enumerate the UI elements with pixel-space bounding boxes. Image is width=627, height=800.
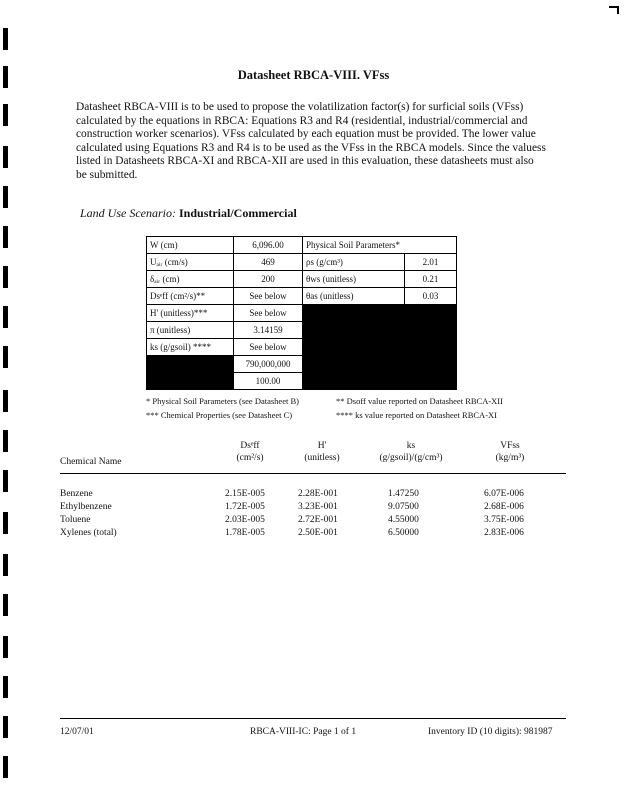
param-label: δₐᵢᵣ (cm) (147, 271, 234, 288)
redacted-label (147, 356, 234, 373)
param-value: 790,000,000 (234, 356, 303, 373)
param-row (147, 305, 457, 322)
intro-paragraph: Datasheet RBCA-VIII is to be used to propose the volatilization factor(s) for surficial soils (VFss) calculated by the equations in RBCA: Equations R3 and R4 (residential, industrial/commercial and construction worker scenarios). VFss calculated by each equation must be provided. The lower value calculated using Equations R3 and R4 is to be used as the VFss in the RBCA models. Since the valuess listed in Datasheets RBCA-XI and RBCA-XII are used in this evaluation, these datasheets must also be submitted. (76, 101, 546, 181)
col-header-dseff: Dsᵉff (cm²/s) (236, 441, 264, 463)
table-row: Ethylbenzene 1.72E-005 3.23E-001 9.07500 2.68E-006 (60, 502, 524, 512)
col-header-ks: ks (g/gsoil)/(g/cm³) (379, 441, 443, 463)
land-use-scenario (80, 206, 297, 221)
table-row: Benzene 2.15E-005 2.28E-001 1.47250 6.07E-006 (60, 489, 524, 499)
param-value: 200 (234, 271, 303, 288)
col-header-h: H' (unitless) (304, 441, 340, 463)
scenario-value: Industrial/Commercial (179, 206, 297, 220)
col-header-chemical: Chemical Name (60, 457, 122, 467)
footnote: **** ks value reported on Datasheet RBCA-XI (336, 410, 497, 420)
param-value: See below (234, 288, 303, 305)
footnote: ** Dsoff value reported on Datasheet RBCA-XII (336, 396, 503, 406)
param-label: ks (g/gsoil) **** (147, 339, 234, 356)
physical-params-heading: Physical Soil Parameters* (303, 237, 457, 254)
param-label: π (unitless) (147, 322, 234, 339)
physical-param-value: 0.21 (405, 271, 457, 288)
param-label: W (cm) (147, 237, 234, 254)
physical-param-label: ρs (g/cm³) (303, 254, 405, 271)
scenario-label: Land Use Scenario: (80, 206, 176, 220)
redacted-label (147, 373, 234, 390)
physical-param-value: 0.03 (405, 288, 457, 305)
header-rule (60, 473, 566, 474)
physical-param-label: θas (unitless) (303, 288, 405, 305)
physical-param-value: 2.01 (405, 254, 457, 271)
param-value: 100.00 (234, 373, 303, 390)
physical-param-label: θws (unitless) (303, 271, 405, 288)
footer-inventory: Inventory ID (10 digits): 981987 (428, 727, 553, 737)
page-title: Datasheet RBCA-VIII. VFss (237, 68, 390, 82)
param-value: 6,096.00 (234, 237, 303, 254)
param-value: 469 (234, 254, 303, 271)
param-label: Uₐᵢᵣ (cm/s) (147, 254, 234, 271)
param-value: 3.14159 (234, 322, 303, 339)
param-label: H' (unitless)*** (147, 305, 234, 322)
col-header-vfss: VFss (kg/m³) (495, 441, 525, 463)
parameters-table (146, 236, 457, 390)
footer-rule (60, 718, 566, 719)
corner-mark-vertical (617, 6, 619, 14)
footnote: *** Chemical Properties (see Datasheet C) (146, 410, 293, 420)
param-row (147, 271, 457, 288)
footnote: * Physical Soil Parameters (see Datasheet B) (146, 396, 299, 406)
table-row: Toluene 2.03E-005 2.72E-001 4.55000 3.75E-006 (60, 515, 524, 525)
footer-page: RBCA-VIII-IC: Page 1 of 1 (250, 727, 357, 737)
redacted-block (303, 305, 457, 390)
param-label: Dsᵉff (cm²/s)** (147, 288, 234, 305)
footer-date: 12/07/01 (60, 727, 94, 737)
param-value: See below (234, 339, 303, 356)
param-row (147, 237, 457, 254)
param-value: See below (234, 305, 303, 322)
param-row (147, 288, 457, 305)
param-row (147, 254, 457, 271)
table-row: Xylenes (total) 1.78E-005 2.50E-001 6.50000 2.83E-006 (60, 528, 524, 538)
